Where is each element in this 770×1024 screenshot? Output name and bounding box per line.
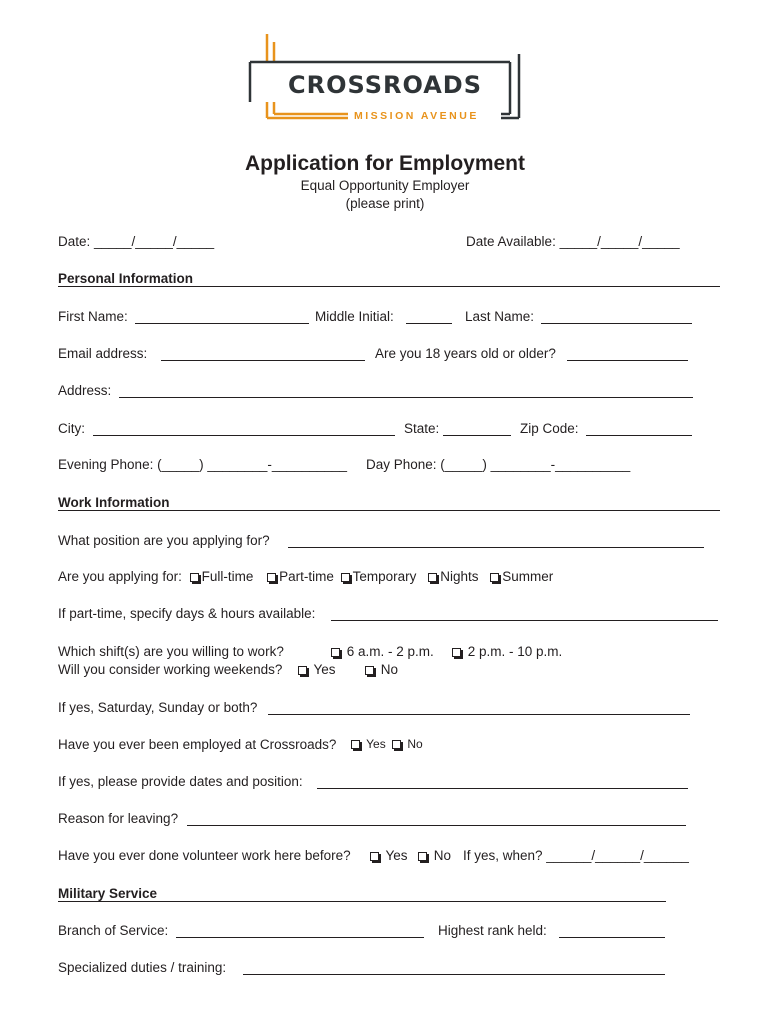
checkbox-icon[interactable] [351, 740, 360, 749]
city-label: City: [58, 421, 85, 436]
first-name-label: First Name: [58, 309, 128, 324]
email-label: Email address: [58, 346, 148, 361]
checkbox-icon[interactable] [298, 666, 307, 675]
last-name-label: Last Name: [465, 309, 535, 324]
page-title: Application for Employment [244, 152, 525, 175]
option-part-time: Part-time [279, 569, 334, 584]
checkbox-icon[interactable] [341, 573, 350, 582]
checkbox-icon[interactable] [190, 573, 199, 582]
employed-no: No [392, 737, 423, 751]
volunteer-yes: Yes [370, 848, 408, 863]
position-label: What position are you applying for? [58, 533, 270, 548]
checkbox-icon[interactable] [418, 852, 427, 861]
position-field[interactable] [288, 547, 704, 548]
zip-label: Zip Code: [520, 421, 579, 436]
state-label: State: [404, 421, 440, 436]
middle-initial-label: Middle Initial: [315, 309, 394, 324]
option-nights: Nights [440, 569, 479, 584]
address-field[interactable] [119, 397, 693, 398]
volunteer-no: No [418, 848, 451, 863]
employed-label: Have you ever been employed at Crossroads? [58, 737, 337, 752]
reason-field[interactable] [187, 825, 686, 826]
reason-label: Reason for leaving? [58, 811, 179, 826]
sat-sun-field[interactable] [268, 714, 690, 715]
section-personal-heading: Personal Information [58, 271, 194, 286]
page-note: (please print) [345, 196, 425, 211]
checkbox-icon[interactable] [490, 573, 499, 582]
checkbox-icon[interactable] [392, 740, 401, 749]
logo-subtitle: MISSION AVENUE [354, 110, 479, 122]
checkbox-icon[interactable] [365, 666, 374, 675]
part-time-field[interactable] [331, 620, 718, 621]
zip-field[interactable] [586, 435, 692, 436]
city-field[interactable] [93, 435, 395, 436]
checkbox-icon[interactable] [428, 573, 437, 582]
option-summer: Summer [502, 569, 554, 584]
shifts-label: Which shift(s) are you willing to work? [58, 644, 284, 659]
date-available-field[interactable]: Date Available: _____/_____/_____ [466, 234, 680, 249]
checkbox-icon[interactable] [452, 648, 461, 657]
section-military-heading: Military Service [58, 886, 158, 901]
checkbox-icon[interactable] [370, 852, 379, 861]
evening-phone-field[interactable]: Evening Phone: (_____) ________-__________ [58, 457, 347, 472]
branch-label: Branch of Service: [58, 923, 169, 938]
sat-sun-label: If yes, Saturday, Sunday or both? [58, 700, 258, 715]
checkbox-icon[interactable] [331, 648, 340, 657]
date-field[interactable]: Date: _____/_____/_____ [58, 234, 215, 249]
shift-option-2: 2 p.m. - 10 p.m. [452, 644, 562, 659]
volunteer-label: Have you ever done volunteer work here before? [58, 848, 351, 863]
branch-field[interactable] [176, 937, 424, 938]
address-label: Address: [58, 383, 112, 398]
age-question-label: Are you 18 years old or older? [375, 346, 556, 361]
applying-for-row [58, 569, 553, 584]
section-rule [58, 286, 720, 287]
section-work-heading: Work Information [58, 495, 170, 510]
first-name-field[interactable] [135, 323, 309, 324]
weekends-yes: Yes [298, 662, 336, 677]
age-question-field[interactable] [567, 360, 688, 361]
email-field[interactable] [161, 360, 365, 361]
logo [248, 32, 523, 124]
option-full-time: Full-time [201, 569, 254, 584]
page-subtitle: Equal Opportunity Employer [300, 178, 470, 193]
section-rule [58, 510, 720, 511]
checkbox-icon[interactable] [267, 573, 276, 582]
day-phone-field[interactable]: Day Phone: (_____) ________-__________ [366, 457, 631, 472]
dates-position-label: If yes, please provide dates and position: [58, 774, 303, 789]
dates-position-field[interactable] [317, 788, 688, 789]
shift-option-1: 6 a.m. - 2 p.m. [331, 644, 434, 659]
weekends-label: Will you consider working weekends? [58, 662, 283, 677]
volunteer-when-field[interactable]: If yes, when? ______/______/______ [463, 848, 689, 863]
middle-initial-field[interactable] [406, 323, 452, 324]
applying-for-label: Are you applying for: [58, 569, 182, 584]
rank-field[interactable] [559, 937, 665, 938]
employed-yes: Yes [351, 737, 386, 751]
weekends-no: No [365, 662, 398, 677]
part-time-label: If part-time, specify days & hours available: [58, 606, 316, 621]
option-temporary: Temporary [352, 569, 417, 584]
logo-name: CROSSROADS [288, 71, 483, 99]
last-name-field[interactable] [541, 323, 692, 324]
duties-label: Specialized duties / training: [58, 960, 227, 975]
duties-field[interactable] [243, 974, 665, 975]
state-field[interactable] [443, 435, 511, 436]
section-rule [58, 901, 666, 902]
rank-label: Highest rank held: [438, 923, 547, 938]
